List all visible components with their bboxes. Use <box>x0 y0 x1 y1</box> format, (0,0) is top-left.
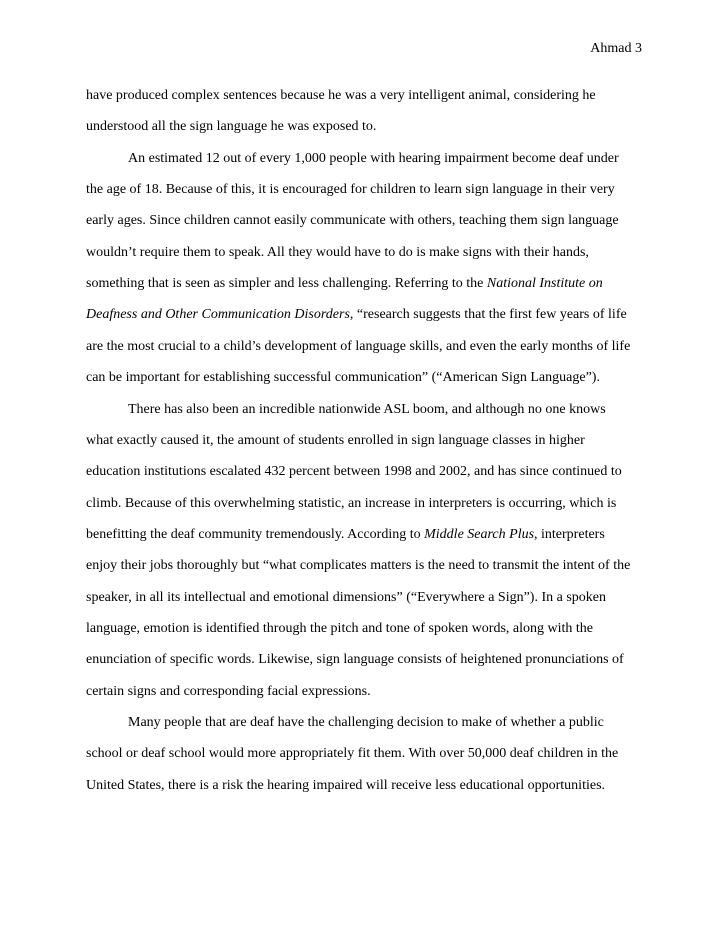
text-line <box>86 212 619 230</box>
text-run: benefitting the deaf community tremendously. According to <box>86 526 425 542</box>
text-run: An estimated 12 out of every 1,000 people with hearing impairment become deaf under <box>128 150 619 166</box>
text-line <box>86 369 600 387</box>
text-line <box>86 118 376 136</box>
text-run: have produced complex sentences because he was a very intelligent animal, considering he <box>86 88 596 103</box>
text-line <box>86 87 596 105</box>
text-run: school or deaf school would more appropriately fit them. With over 50,000 deaf children in the <box>86 746 619 762</box>
text-run: enjoy their jobs thoroughly but “what complicates matters is the need to transmit the intent of the <box>86 558 631 574</box>
text-run: wouldn’t require them to speak. All they would have to do is make signs with their hands, <box>86 244 589 260</box>
text-line <box>86 495 616 513</box>
text-run: early ages. Since children cannot easily communicate with others, teaching them sign language <box>86 213 619 229</box>
italic-source-title: National Institute on <box>486 276 603 292</box>
text-run: understood all the sign language he was exposed to. <box>86 119 377 135</box>
text-run: the age of 18. Because of this, it is encouraged for children to learn sign language in their very <box>86 182 615 198</box>
text-run: speaker, in all its intellectual and emotional dimensions” (“Everywhere a Sign”). In a spoken <box>86 589 606 605</box>
text-line <box>86 651 624 669</box>
text-run: , interpreters <box>534 526 605 542</box>
text-line <box>86 463 622 481</box>
text-run: United States, there is a risk the hearing impaired will receive less educational opportunities. <box>86 777 606 793</box>
text-line <box>86 432 585 450</box>
text-run: are the most crucial to a child’s development of language skills, and even the early months of life <box>86 338 631 354</box>
text-line <box>86 683 371 701</box>
text-run: certain signs and corresponding facial expressions. <box>86 683 371 699</box>
italic-source-title: Middle Search Plus <box>424 526 535 542</box>
text-line <box>86 338 630 356</box>
text-line <box>86 244 589 262</box>
text-line <box>128 714 604 732</box>
text-run: enunciation of specific words. Likewise, sign language consists of heightened pronunciations of <box>86 652 624 668</box>
text-line <box>86 589 606 607</box>
text-run: education institutions escalated 432 percent between 1998 and 2002, and has since continued to <box>86 464 622 480</box>
text-line <box>128 150 619 168</box>
text-line <box>86 620 593 638</box>
text-line <box>128 401 606 419</box>
text-line <box>86 306 627 324</box>
text-run: , “research suggests that the first few years of life <box>349 307 627 323</box>
text-run: what exactly caused it, the amount of students enrolled in sign language classes in higher <box>86 432 585 448</box>
text-line <box>86 181 615 199</box>
italic-source-title: Deafness and Other Communication Disorders <box>86 307 350 323</box>
text-line <box>86 557 630 575</box>
text-run: There has also been an incredible nationwide ASL boom, and although no one knows <box>128 401 606 417</box>
text-run: climb. Because of this overwhelming statistic, an increase in interpreters is occurring, which is <box>86 495 617 511</box>
text-run: Many people that are deaf have the challenging decision to make of whether a public <box>128 715 604 730</box>
text-line <box>86 526 605 544</box>
text-line <box>86 745 618 763</box>
text-run: something that is seen as simpler and less challenging. Referring to the <box>86 276 487 292</box>
text-run: can be important for establishing successful communication” (“American Sign Language”). <box>86 370 600 386</box>
text-line <box>86 275 603 293</box>
running-head: Ahmad 3 <box>590 41 642 56</box>
text-run: language, emotion is identified through the pitch and tone of spoken words, along with the <box>86 620 594 636</box>
text-line <box>86 777 605 795</box>
